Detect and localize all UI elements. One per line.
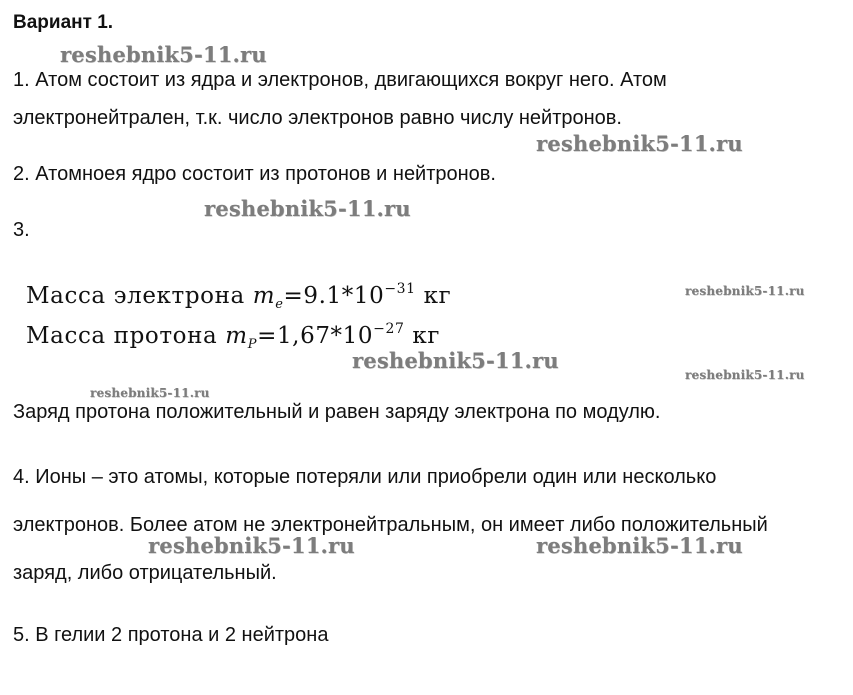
proton-mass-exponent: −27 — [373, 321, 405, 337]
answer-5: 5. В гелии 2 протона и 2 нейтрона — [13, 624, 329, 646]
proton-mass-value: =1,67*10 — [257, 323, 374, 349]
variant-title: Вариант 1. — [13, 12, 114, 33]
watermark: reshebnik5-11.ru — [148, 533, 355, 558]
watermark: reshebnik5-11.ru — [90, 386, 210, 400]
proton-mass-subscript: P — [247, 337, 258, 352]
watermark: reshebnik5-11.ru — [352, 348, 559, 373]
proton-mass-label: Масса протона — [26, 323, 218, 349]
electron-mass-label: Масса электрона — [26, 283, 245, 309]
answer-4-line-3: заряд, либо отрицательный. — [13, 562, 277, 584]
electron-mass-unit: кг — [423, 283, 452, 309]
electron-mass-formula — [26, 282, 451, 310]
answer-4-line-2: электронов. Более атом не электронейтральным, он имеет либо положительный — [13, 514, 768, 536]
answer-1-line-1: 1. Атом состоит из ядра и электронов, двигающихся вокруг него. Атом — [13, 69, 667, 91]
electron-mass-value: =9.1*10 — [283, 283, 385, 309]
electron-mass-subscript: e — [275, 297, 284, 312]
watermark: reshebnik5-11.ru — [685, 368, 805, 382]
watermark: reshebnik5-11.ru — [536, 131, 743, 156]
watermark: reshebnik5-11.ru — [204, 196, 411, 221]
answer-1-line-2: электронейтрален, т.к. число электронов равно числу нейтронов. — [13, 107, 622, 129]
watermark: reshebnik5-11.ru — [60, 42, 267, 67]
electron-mass-symbol: m — [252, 283, 276, 309]
proton-mass-symbol: m — [225, 323, 248, 349]
proton-mass-formula — [26, 322, 440, 350]
proton-mass-unit: кг — [412, 323, 441, 349]
answer-3-number: 3. — [13, 219, 30, 241]
electron-mass-exponent: −31 — [384, 281, 416, 297]
watermark: reshebnik5-11.ru — [536, 533, 743, 558]
answer-4-line-1: 4. Ионы – это атомы, которые потеряли или приобрели один или несколько — [13, 466, 717, 488]
answer-2: 2. Атомноея ядро состоит из протонов и нейтронов. — [13, 163, 496, 185]
watermark: reshebnik5-11.ru — [685, 284, 805, 298]
charge-statement: Заряд протона положительный и равен заряду электрона по модулю. — [13, 401, 661, 423]
